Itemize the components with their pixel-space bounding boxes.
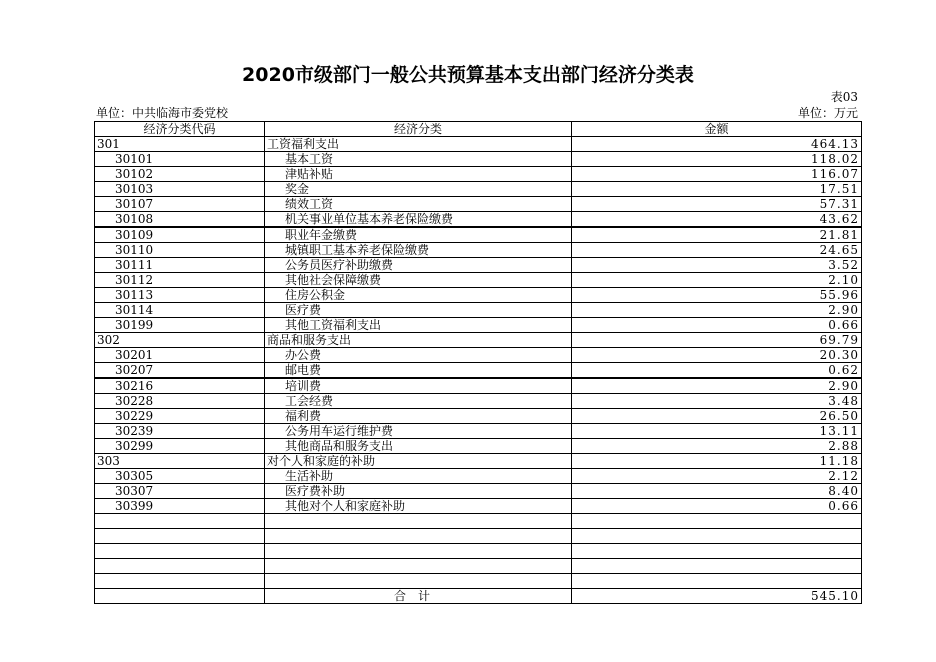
row-code-cell: 30103	[95, 182, 265, 197]
row-code-cell: 30201	[95, 348, 265, 363]
row-category-cell: 培训费	[265, 378, 572, 394]
row-amount-cell	[572, 574, 862, 589]
row-category-cell: 商品和服务支出	[265, 333, 572, 348]
row-amount-cell: 2.90	[572, 303, 862, 318]
row-category-cell: 绩效工资	[265, 197, 572, 212]
table-row	[95, 559, 862, 574]
row-category-cell: 基本工资	[265, 152, 572, 167]
row-category-cell	[265, 529, 572, 544]
total-amount: 545.10	[572, 589, 862, 604]
table-row	[95, 409, 862, 424]
row-code-cell: 30102	[95, 167, 265, 182]
row-category-cell: 职业年金缴费	[265, 227, 572, 243]
row-code-cell: 30109	[95, 227, 265, 243]
total-code-cell	[95, 589, 265, 604]
row-code-cell	[95, 514, 265, 529]
row-category-cell: 其他商品和服务支出	[265, 439, 572, 454]
row-amount-cell	[572, 514, 862, 529]
row-code-cell	[95, 529, 265, 544]
row-amount-cell: 57.31	[572, 197, 862, 212]
table-header-row	[95, 122, 862, 137]
row-category-cell: 工会经费	[265, 394, 572, 409]
row-category-cell	[265, 544, 572, 559]
row-amount-cell: 2.10	[572, 273, 862, 288]
row-category-cell: 住房公积金	[265, 288, 572, 303]
row-code-cell: 30239	[95, 424, 265, 439]
row-amount-cell: 55.96	[572, 288, 862, 303]
table-row	[95, 574, 862, 589]
row-code-cell: 30112	[95, 273, 265, 288]
table-row	[95, 303, 862, 318]
table-row	[95, 484, 862, 499]
row-category-cell: 办公费	[265, 348, 572, 363]
row-category-cell: 对个人和家庭的补助	[265, 454, 572, 469]
row-category-cell: 医疗费补助	[265, 484, 572, 499]
row-code-cell: 30207	[95, 363, 265, 379]
table-row	[95, 499, 862, 514]
row-category-cell: 公务员医疗补助缴费	[265, 258, 572, 273]
row-amount-cell	[572, 529, 862, 544]
table-body	[95, 137, 862, 589]
table-row	[95, 212, 862, 228]
row-amount-cell	[572, 544, 862, 559]
table-row	[95, 439, 862, 454]
row-code-cell: 30307	[95, 484, 265, 499]
row-amount-cell: 116.07	[572, 167, 862, 182]
row-amount-cell: 17.51	[572, 182, 862, 197]
row-category-cell: 医疗费	[265, 303, 572, 318]
table-row	[95, 318, 862, 333]
total-label: 合计	[265, 589, 572, 604]
row-code-cell: 30108	[95, 212, 265, 228]
row-code-cell	[95, 559, 265, 574]
row-amount-cell: 0.62	[572, 363, 862, 379]
page-title: 2020市级部门一般公共预算基本支出部门经济分类表	[242, 64, 694, 86]
row-amount-cell	[572, 559, 862, 574]
unit-currency: 单位：万元	[797, 106, 858, 120]
row-code-cell: 30107	[95, 197, 265, 212]
row-amount-cell: 26.50	[572, 409, 862, 424]
row-amount-cell: 0.66	[572, 499, 862, 514]
row-category-cell: 工资福利支出	[265, 137, 572, 152]
row-category-cell: 奖金	[265, 182, 572, 197]
table-row	[95, 288, 862, 303]
table-row	[95, 273, 862, 288]
row-category-cell	[265, 514, 572, 529]
row-code-cell: 30110	[95, 243, 265, 258]
row-amount-cell: 3.48	[572, 394, 862, 409]
table-row	[95, 544, 862, 559]
table-row	[95, 182, 862, 197]
row-category-cell	[265, 574, 572, 589]
row-amount-cell: 21.81	[572, 227, 862, 243]
row-amount-cell: 118.02	[572, 152, 862, 167]
table-row	[95, 243, 862, 258]
table-row	[95, 152, 862, 167]
row-code-cell: 30113	[95, 288, 265, 303]
table-row	[95, 197, 862, 212]
column-header-code: 经济分类代码	[95, 122, 265, 137]
row-amount-cell: 11.18	[572, 454, 862, 469]
row-code-cell: 30114	[95, 303, 265, 318]
row-category-cell: 其他工资福利支出	[265, 318, 572, 333]
row-amount-cell: 69.79	[572, 333, 862, 348]
row-category-cell: 福利费	[265, 409, 572, 424]
row-amount-cell: 3.52	[572, 258, 862, 273]
row-code-cell: 30216	[95, 378, 265, 394]
row-amount-cell: 2.90	[572, 378, 862, 394]
row-category-cell: 邮电费	[265, 363, 572, 379]
table-row	[95, 469, 862, 484]
table-row	[95, 454, 862, 469]
row-category-cell: 城镇职工基本养老保险缴费	[265, 243, 572, 258]
table-row	[95, 333, 862, 348]
table-row	[95, 424, 862, 439]
table-row	[95, 227, 862, 243]
row-code-cell: 30199	[95, 318, 265, 333]
table-row	[95, 167, 862, 182]
budget-table	[94, 121, 862, 604]
table-row	[95, 394, 862, 409]
row-code-cell: 30228	[95, 394, 265, 409]
total-row	[95, 589, 862, 604]
row-category-cell: 生活补助	[265, 469, 572, 484]
row-code-cell: 30229	[95, 409, 265, 424]
row-code-cell: 301	[95, 137, 265, 152]
row-amount-cell: 43.62	[572, 212, 862, 228]
row-code-cell: 30305	[95, 469, 265, 484]
table-row	[95, 137, 862, 152]
row-code-cell	[95, 574, 265, 589]
row-amount-cell: 20.30	[572, 348, 862, 363]
row-code-cell	[95, 544, 265, 559]
row-category-cell	[265, 559, 572, 574]
row-category-cell: 其他社会保障缴费	[265, 273, 572, 288]
table-row	[95, 514, 862, 529]
row-amount-cell: 13.11	[572, 424, 862, 439]
table-row	[95, 529, 862, 544]
table-number: 表03	[830, 90, 858, 104]
row-code-cell: 302	[95, 333, 265, 348]
row-code-cell: 303	[95, 454, 265, 469]
row-category-cell: 公务用车运行维护费	[265, 424, 572, 439]
column-header-amount: 金额	[572, 122, 862, 137]
table-row	[95, 378, 862, 394]
row-category-cell: 津贴补贴	[265, 167, 572, 182]
row-amount-cell: 24.65	[572, 243, 862, 258]
row-code-cell: 30399	[95, 499, 265, 514]
column-header-category: 经济分类	[265, 122, 572, 137]
row-category-cell: 机关事业单位基本养老保险缴费	[265, 212, 572, 228]
row-amount-cell: 8.40	[572, 484, 862, 499]
table-row	[95, 258, 862, 273]
row-code-cell: 30299	[95, 439, 265, 454]
row-amount-cell: 2.12	[572, 469, 862, 484]
row-code-cell: 30111	[95, 258, 265, 273]
unit-organization: 单位：中共临海市委党校	[96, 106, 229, 120]
row-amount-cell: 2.88	[572, 439, 862, 454]
row-amount-cell: 0.66	[572, 318, 862, 333]
row-category-cell: 其他对个人和家庭补助	[265, 499, 572, 514]
row-code-cell: 30101	[95, 152, 265, 167]
table-row	[95, 363, 862, 379]
table-row	[95, 348, 862, 363]
row-amount-cell: 464.13	[572, 137, 862, 152]
